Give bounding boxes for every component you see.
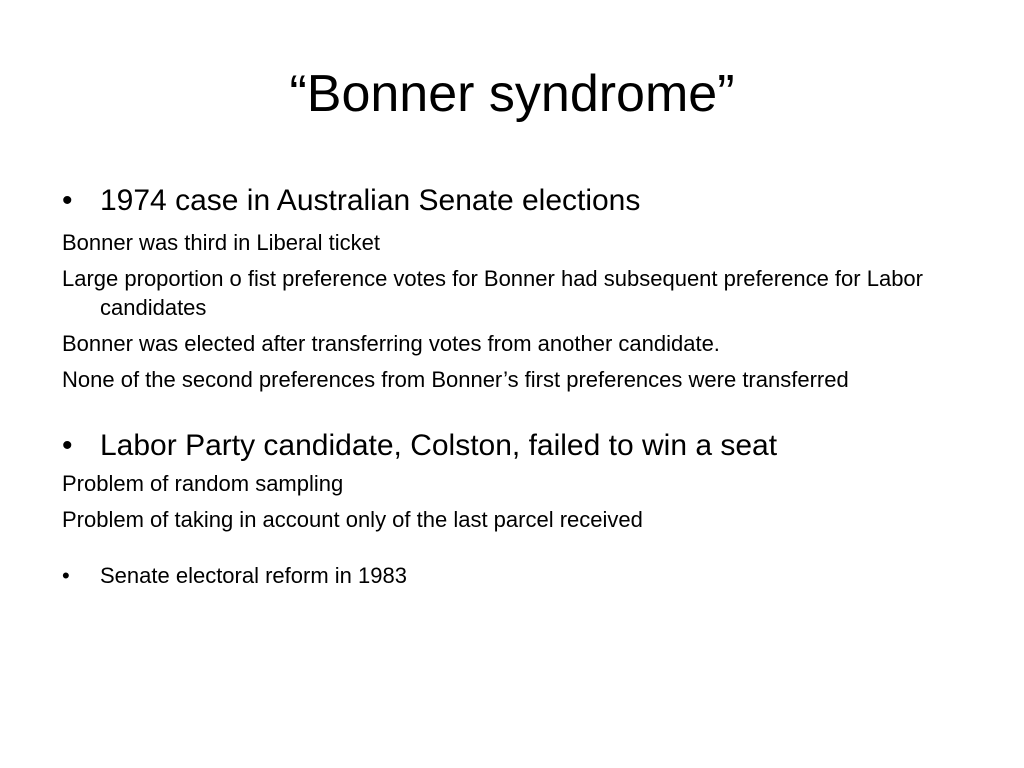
bullet-text: 1974 case in Australian Senate elections <box>100 184 641 217</box>
sub-point: Problem of random sampling <box>62 471 344 496</box>
bullet-item <box>62 180 972 222</box>
bullet-text: Labor Party candidate, Colston, failed to win a seat <box>100 429 778 462</box>
sub-point: Large proportion o fist preference votes for Bonner had subsequent preference for Labor candidates <box>62 266 923 320</box>
bullet-item <box>62 560 972 592</box>
sub-point: Bonner was third in Liberal ticket <box>62 230 380 255</box>
bullet-dot: • <box>62 563 70 588</box>
bullet-dot: • <box>62 429 73 462</box>
bullet-text: Senate electoral reform in 1983 <box>100 563 407 588</box>
sub-point: None of the second preferences from Bonner’s first preferences were transferred <box>62 367 849 392</box>
slide-body <box>62 180 972 592</box>
bullet-item <box>62 425 972 467</box>
sub-point: Bonner was elected after transferring votes from another candidate. <box>62 331 720 356</box>
sub-point: Problem of taking in account only of the last parcel received <box>62 507 643 532</box>
bullet-dot: • <box>62 184 73 217</box>
slide-title: “Bonner syndrome” <box>289 65 735 123</box>
